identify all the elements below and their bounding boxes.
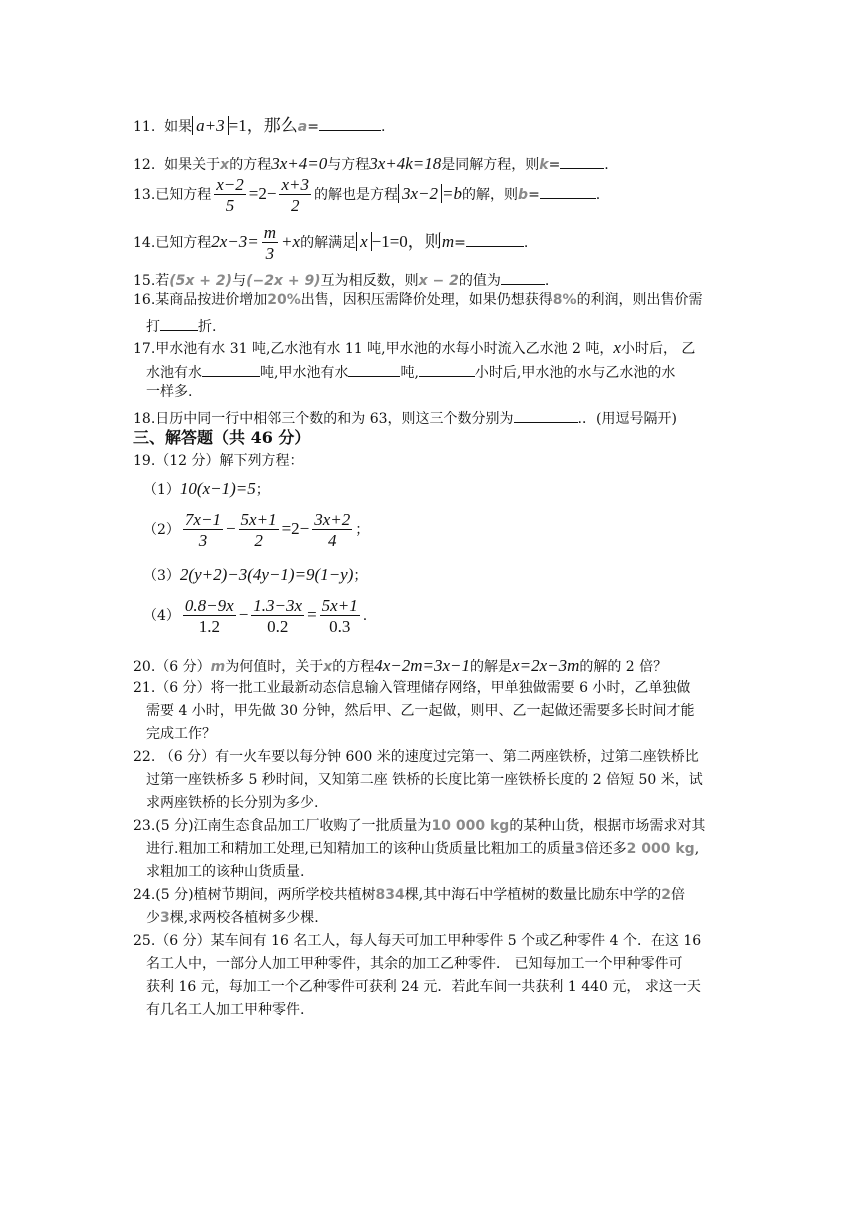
answer-blank[interactable]	[560, 154, 604, 169]
question-17-line-3: 一样多.	[146, 384, 193, 400]
question-21-line-3: 完成工作？	[146, 726, 216, 742]
answer-blank[interactable]	[540, 184, 596, 199]
question-19-part-3: （3）2(y+2)−3(4y−1)=9(1−y)；	[143, 565, 368, 584]
fraction: $\frac{m}{3}$	[263, 223, 277, 263]
question-25-line-3: 获利 16 元，每加工一个乙种零件可获利 24 元．若此车间一共获利 1 440 元， 求这一天	[146, 979, 701, 995]
fraction: $\frac{1.3-3x}{0.2}$	[253, 596, 303, 636]
question-15: 15.若(5x + 2)与(−2x + 9)互为相反数，则x − 2的值为 .	[133, 270, 549, 288]
question-22-line-2: 过第一座铁桥多 5 秒时间，又知第二座 铁桥的长度比第一座铁桥长度的 2 倍短 50 米，试	[146, 772, 703, 788]
question-19-part-2: （2） $\frac{7x-1}{3}$ − $\frac{5x+1}{2}$ =2− $\frac{3x+2}{4}$ ；	[143, 510, 370, 550]
question-23-line-3: 求粗加工的该种山货质量.	[146, 864, 305, 880]
question-16-line-1: 16.某商品按进价增加20%出售，因积压需降价处理，如果仍想获得8%的利润，则出售价需	[133, 292, 703, 308]
question-21-line-2: 需要 4 小时，甲先做 30 分钟，然后甲、乙一起做，则甲、乙一起做还需要多长时间才能	[146, 703, 695, 719]
abs-expression: a+3	[192, 116, 228, 135]
question-24-line-1: 24.(5 分)植树节期间，两所学校共植树834棵,其中海石中学植树的数量比励东中学的2倍	[133, 887, 685, 903]
question-24-line-2: 少3棵,求两校各植树多少棵.	[146, 910, 319, 926]
question-25-line-4: 有几名工人加工甲种零件.	[146, 1002, 305, 1018]
fraction: $\frac{5x+1}{2}$	[240, 510, 277, 550]
question-22-line-1: 22. （6 分）有一火车要以每分钟 600 米的速度过完第一、第二两座铁桥，过第二座铁桥比	[133, 749, 699, 765]
fraction: $\frac{x-2}{5}$	[216, 175, 244, 215]
question-23-line-1: 23.(5 分)江南生态食品加工厂收购了一批质量为10 000 kg的某种山货，根据市场需求对其	[133, 818, 706, 834]
answer-blank[interactable]	[466, 232, 524, 247]
question-25-line-2: 名工人中，一部分人加工甲种零件，其余的加工乙种零件． 已知每加工一个甲种零件可	[146, 956, 683, 972]
question-19-part-4: （4） $\frac{0.8-9x}{1.2}$ − $\frac{1.3-3x}{0.2}$ = $\frac{5x+1}{0.3}$ .	[143, 596, 368, 636]
question-16-line-2: 打 折.	[146, 316, 216, 334]
fraction: $\frac{7x-1}{3}$	[184, 510, 221, 550]
question-25-line-1: 25.（6 分）某车间有 16 名工人，每人每天可加工甲种零件 5 个或乙种零件 4 个．在这 16	[133, 933, 702, 949]
question-18: 18.日历中同一行中相邻三个数的和为 63，则这三个数分别为 .．(用逗号隔开)	[133, 408, 677, 426]
question-19-part-1: （1）10(x−1)=5；	[143, 479, 270, 498]
answer-blank[interactable]	[160, 316, 198, 331]
question-14: 14.已知方程2x−3= $\frac{m}{3}$ +x的解满足 x −1=0，则m= .	[133, 223, 529, 263]
fraction: $\frac{x+3}{2}$	[281, 175, 310, 215]
question-23-line-2: 进行.粗加工和精加工处理,已知精加工的该种山货质量比粗加工的质量3倍还多2 000 kg,	[146, 841, 700, 857]
answer-blank[interactable]	[319, 116, 381, 131]
answer-blank[interactable]	[348, 362, 400, 377]
question-19: 19.（12 分）解下列方程：	[133, 453, 304, 469]
question-13: 13.已知方程 $\frac{x-2}{5}$ =2− $\frac{x+3}{2}$ 的解也是方程 3x−2 =b的解，则b= .	[133, 175, 601, 215]
answer-blank[interactable]	[202, 362, 260, 377]
question-22-line-3: 求两座铁桥的长分别为多少.	[146, 795, 319, 811]
fraction: $\frac{3x+2}{4}$	[314, 510, 351, 550]
question-11: 11. 如果 a+3 =1，那么a= .	[133, 116, 386, 135]
answer-blank[interactable]	[501, 270, 545, 285]
question-17-line-2: 水池有水 吨,甲水池有水 吨, 小时后,甲水池的水与乙水池的水	[146, 362, 675, 380]
answer-blank[interactable]	[514, 408, 578, 423]
section-heading: 三、解答题（共 46 分）	[133, 428, 311, 447]
answer-blank[interactable]	[419, 362, 475, 377]
fraction: $\frac{5x+1}{0.3}$	[321, 596, 358, 636]
question-20: 20.（6 分）m为何值时，关于x的方程4x−2m=3x−1的解是x=2x−3m的解的 2 倍？	[133, 656, 668, 675]
question-12: 12. 如果关于x的方程3x+4=0与方程3x+4k=18是同解方程，则k= .	[133, 154, 609, 173]
question-21-line-1: 21.（6 分）将一批工业最新动态信息输入管理储存网络，甲单独做需要 6 小时，乙单独做	[133, 680, 691, 696]
fraction: $\frac{0.8-9x}{1.2}$	[184, 596, 234, 636]
question-17-line-1: 17.甲水池有水 31 吨,乙水池有水 11 吨,甲水池的水每小时流入乙水池 2 吨，x小时后， 乙	[133, 338, 696, 357]
